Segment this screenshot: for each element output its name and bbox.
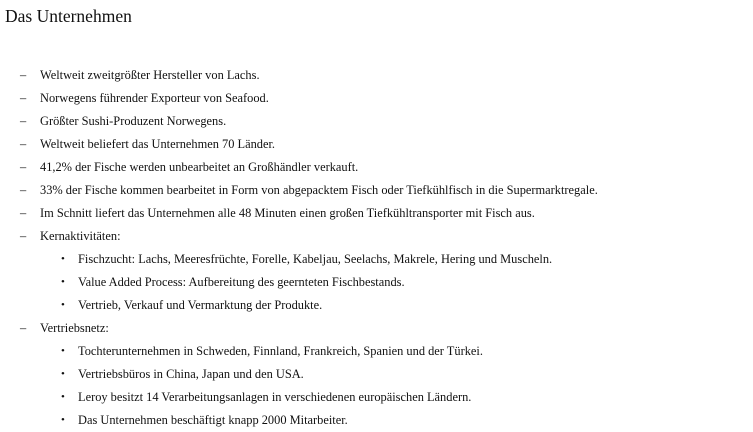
bullet-marker: • — [61, 368, 65, 380]
list-item-text: Im Schnitt liefert das Unternehmen alle 48 Minuten einen großen Tiefkühltransporter mit Fisch aus. — [40, 206, 535, 220]
list-item-text: Tochterunternehmen in Schweden, Finnland, Frankreich, Spanien und der Türkei. — [78, 344, 483, 358]
bullet-marker: • — [61, 299, 65, 311]
sub-list-item — [0, 409, 753, 432]
list-item-text: Norwegens führender Exporteur von Seafood. — [40, 91, 269, 105]
dash-marker: – — [20, 68, 27, 82]
list-item-text: Größter Sushi-Produzent Norwegens. — [40, 114, 227, 128]
dash-marker: – — [20, 321, 27, 335]
sub-list-item — [0, 271, 753, 294]
dash-marker: – — [20, 114, 27, 128]
list-item-text: Das Unternehmen beschäftigt knapp 2000 Mitarbeiter. — [78, 413, 348, 427]
bullet-list — [0, 64, 753, 432]
list-item-text: Vertriebsbüros in China, Japan und den USA. — [78, 367, 304, 381]
list-item — [0, 64, 753, 87]
list-item-text: 41,2% der Fische werden unbearbeitet an Großhändler verkauft. — [40, 160, 359, 174]
bullet-marker: • — [61, 391, 65, 403]
bullet-marker: • — [61, 276, 65, 288]
list-item — [0, 110, 753, 133]
list-item — [0, 133, 753, 156]
sub-list-item — [0, 363, 753, 386]
dash-marker: – — [20, 137, 27, 151]
list-item-text: Kernaktivitäten: — [40, 229, 121, 243]
dash-marker: – — [20, 160, 27, 174]
dash-marker: – — [20, 183, 27, 197]
list-item-text: Vertrieb, Verkauf und Vermarktung der Produkte. — [78, 298, 323, 312]
page-title: Das Unternehmen — [5, 6, 132, 26]
sub-list-item — [0, 340, 753, 363]
bullet-marker: • — [61, 253, 65, 265]
list-item-text: Value Added Process: Aufbereitung des geernteten Fischbestands. — [78, 275, 405, 289]
bullet-marker: • — [61, 414, 65, 426]
list-item-text: Weltweit beliefert das Unternehmen 70 Länder. — [40, 137, 276, 151]
list-item — [0, 225, 753, 248]
list-item — [0, 317, 753, 340]
dash-marker: – — [20, 91, 27, 105]
dash-marker: – — [20, 229, 27, 243]
bullet-marker: • — [61, 345, 65, 357]
sub-list-item — [0, 294, 753, 317]
list-item — [0, 156, 753, 179]
list-item — [0, 202, 753, 225]
list-item-text: 33% der Fische kommen bearbeitet in Form von abgepacktem Fisch oder Tiefkühlfisch in die Supermarktregale. — [40, 183, 598, 197]
sub-list-item — [0, 386, 753, 409]
list-item-text: Fischzucht: Lachs, Meeresfrüchte, Forelle, Kabeljau, Seelachs, Makrele, Hering und Muscheln. — [78, 252, 553, 266]
list-item — [0, 179, 753, 202]
list-item-text: Weltweit zweitgrößter Hersteller von Lachs. — [40, 68, 260, 82]
list-item-text: Vertriebsnetz: — [40, 321, 109, 335]
list-item — [0, 87, 753, 110]
dash-marker: – — [20, 206, 27, 220]
sub-list-item — [0, 248, 753, 271]
list-item-text: Leroy besitzt 14 Verarbeitungsanlagen in verschiedenen europäischen Ländern. — [78, 390, 472, 404]
